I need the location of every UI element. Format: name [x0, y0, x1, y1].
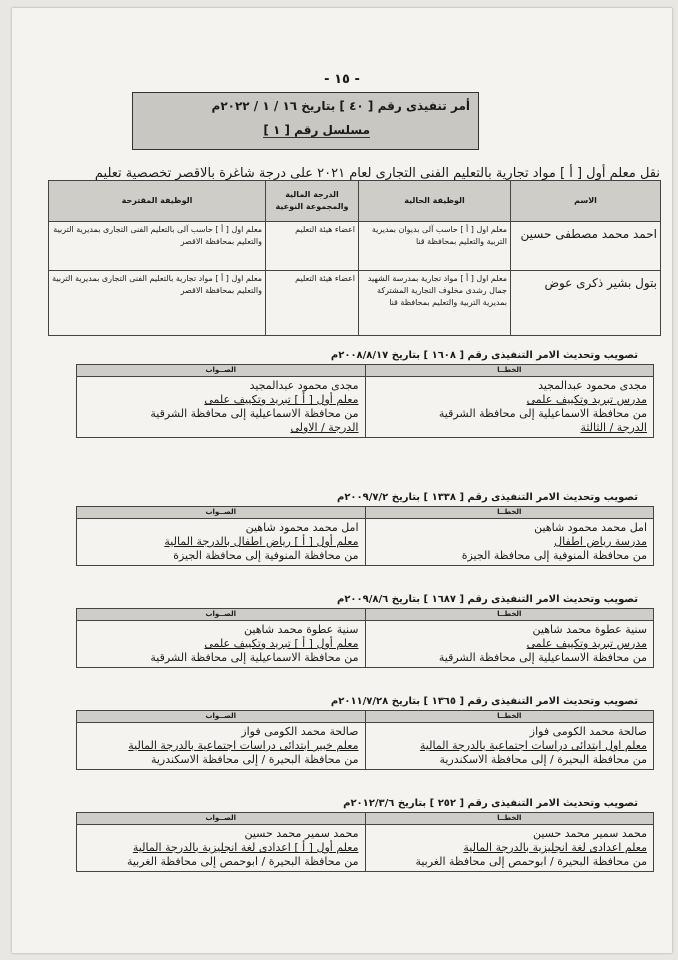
- table-header-row: [49, 181, 661, 222]
- wrong-label: الخطــا: [366, 711, 654, 723]
- wrong-line: من محافظة الاسماعيلية إلى محافظة الشرقية: [438, 407, 647, 420]
- document-page: [12, 8, 672, 953]
- serial-number-line: مسلسل رقم [ ١ ]: [263, 123, 370, 137]
- wrong-line: معلم اعدادى لغة انجليزية بالدرجة المالية: [463, 841, 647, 854]
- right-label: الصــواب: [77, 609, 365, 621]
- correction-table: [76, 506, 654, 566]
- header-proposed-job: الوظيفة المقترحة: [49, 181, 266, 222]
- right-line: معلم أول [ أ ] اعدادى لغة انجليزية بالدرجة المالية: [132, 841, 359, 854]
- correction-table: [76, 710, 654, 770]
- wrong-line: صالحة محمد الكومى فواز: [529, 725, 647, 738]
- right-line: من محافظة البحيرة / ابوحمص إلى محافظة الغربية: [126, 855, 359, 868]
- page-number: - ١٥ -: [324, 72, 360, 87]
- wrong-line: معلم اول ابتدائى دراسات اجتماعية بالدرجة المالية: [419, 739, 647, 752]
- right-line: من محافظة الاسماعيلية إلى محافظة الشرقية: [150, 407, 359, 420]
- correction-table: [76, 812, 654, 872]
- employee-name: بتول بشير ذكرى عوض: [511, 271, 661, 336]
- correction-table: [76, 364, 654, 438]
- right-line: من محافظة البحيرة / إلى محافظة الاسكندرية: [150, 753, 359, 766]
- right-line: من محافظة المنوفية إلى محافظة الجيزة: [173, 549, 359, 562]
- wrong-line: مدرسة رياض اطفال: [554, 535, 647, 548]
- right-line: معلم خبير ابتدائى دراسات اجتماعية بالدرجة المالية: [128, 739, 359, 752]
- grade: اعضاء هيئة التعليم: [266, 222, 359, 271]
- correction-title: تصويب وتحديث الامر التنفيذى رقم [ ٢٥٢ ] بتاريخ ٢٠١٢/٣/٦م: [343, 798, 638, 809]
- wrong-label: الخطــا: [366, 813, 654, 825]
- right-line: سنية عطوة محمد شاهين: [244, 623, 359, 636]
- wrong-column: [366, 609, 654, 667]
- header-grade: الدرجة المالية والمجموعة النوعية: [266, 181, 359, 222]
- wrong-line: الدرجة / الثالثة: [580, 421, 647, 434]
- wrong-column: [366, 813, 654, 871]
- order-header-box: [132, 92, 479, 150]
- wrong-line: من محافظة البحيرة / ابوحمص إلى محافظة الغربية: [415, 855, 647, 868]
- table-row: [49, 222, 661, 271]
- wrong-column: [366, 711, 654, 769]
- transfer-table: [48, 180, 661, 336]
- right-label: الصــواب: [77, 507, 365, 519]
- wrong-column: [366, 365, 654, 437]
- proposed-job: معلم اول [ أ ] حاسب آلى بالتعليم الفنى التجارى بمديرية التربية والتعليم بمحافظة الاقصر: [49, 222, 266, 271]
- wrong-label: الخطــا: [366, 507, 654, 519]
- wrong-line: محمد سمير محمد حسين: [532, 827, 647, 840]
- correction-title: تصويب وتحديث الامر التنفيذى رقم [ ١٣٦٥ ] بتاريخ ٢٠١١/٧/٢٨م: [330, 696, 638, 707]
- right-line: معلم أول [ أ ] رياض اطفال بالدرجة المالية: [164, 535, 359, 548]
- wrong-column: [366, 507, 654, 565]
- wrong-line: سنية عطوة محمد شاهين: [532, 623, 647, 636]
- wrong-line: مدرس تبريد وتكييف علمى: [526, 393, 647, 406]
- current-job: معلم اول [ أ ] حاسب آلى بديوان بمديرية التربية والتعليم بمحافظة قنا: [359, 222, 511, 271]
- header-current-job: الوظيفة الحالية: [359, 181, 511, 222]
- right-line: محمد سمير محمد حسين: [244, 827, 359, 840]
- right-column: [77, 507, 366, 565]
- wrong-line: امل محمد محمود شاهين: [534, 521, 647, 534]
- proposed-job: معلم اول [ أ ] مواد تجارية بالتعليم الفنى التجارى بمديرية التربية والتعليم بمحافظة الاقصر: [49, 271, 266, 336]
- employee-name: احمد محمد مصطفى حسين: [511, 222, 661, 271]
- correction-table: [76, 608, 654, 668]
- right-column: [77, 609, 366, 667]
- right-line: معلم أول [ أ ] تبريد وتكييف علمى: [204, 393, 359, 406]
- current-job: معلم اول [ أ ] مواد تجارية بمدرسة الشهيد جمال رشدى مخلوف التجارية المشتركة بمديرية التربية والتعليم بمحافظة قنا: [359, 271, 511, 336]
- right-line: معلم أول [ أ ] تبريد وتكييف علمى: [204, 637, 359, 650]
- correction-title: تصويب وتحديث الامر التنفيذى رقم [ ١٣٣٨ ] بتاريخ ٢٠٠٩/٧/٢م: [336, 492, 638, 503]
- right-label: الصــواب: [77, 365, 365, 377]
- right-column: [77, 365, 366, 437]
- header-name: الاسم: [511, 181, 661, 222]
- wrong-line: من محافظة الاسماعيلية إلى محافظة الشرقية: [438, 651, 647, 664]
- right-column: [77, 813, 366, 871]
- right-line: صالحة محمد الكومى فواز: [241, 725, 359, 738]
- right-label: الصــواب: [77, 711, 365, 723]
- right-column: [77, 711, 366, 769]
- right-line: مجدى محمود عبدالمجيد: [249, 379, 359, 392]
- wrong-line: من محافظة البحيرة / إلى محافظة الاسكندرية: [439, 753, 647, 766]
- wrong-label: الخطــا: [366, 609, 654, 621]
- intro-text: نقل معلم أول [ أ ] مواد تجارية بالتعليم الفنى التجارى لعام ٢٠٢١ على درجة شاغرة بالاقصر تخصصية تعليم: [94, 166, 660, 181]
- wrong-label: الخطــا: [366, 365, 654, 377]
- wrong-line: من محافظة المنوفية إلى محافظة الجيزة: [461, 549, 647, 562]
- right-line: امل محمد محمود شاهين: [245, 521, 359, 534]
- right-label: الصــواب: [77, 813, 365, 825]
- wrong-line: مدرس تبريد وتكييف علمى: [526, 637, 647, 650]
- right-line: من محافظة الاسماعيلية إلى محافظة الشرقية: [150, 651, 359, 664]
- correction-title: تصويب وتحديث الامر التنفيذى رقم [ ١٦٨٧ ] بتاريخ ٢٠٠٩/٨/٦م: [336, 594, 638, 605]
- order-number-line: أمر تنفيذى رقم [ ٤٠ ] بتاريخ ١٦ / ١ / ٢٠٢٢م: [211, 99, 470, 113]
- table-row: [49, 271, 661, 336]
- wrong-line: مجدى محمود عبدالمجيد: [538, 379, 647, 392]
- grade: اعضاء هيئة التعليم: [266, 271, 359, 336]
- correction-title: تصويب وتحديث الامر التنفيذى رقم [ ١٦٠٨ ] بتاريخ ٢٠٠٨/٨/١٧م: [330, 350, 638, 361]
- right-line: الدرجة / الاولى: [290, 421, 359, 434]
